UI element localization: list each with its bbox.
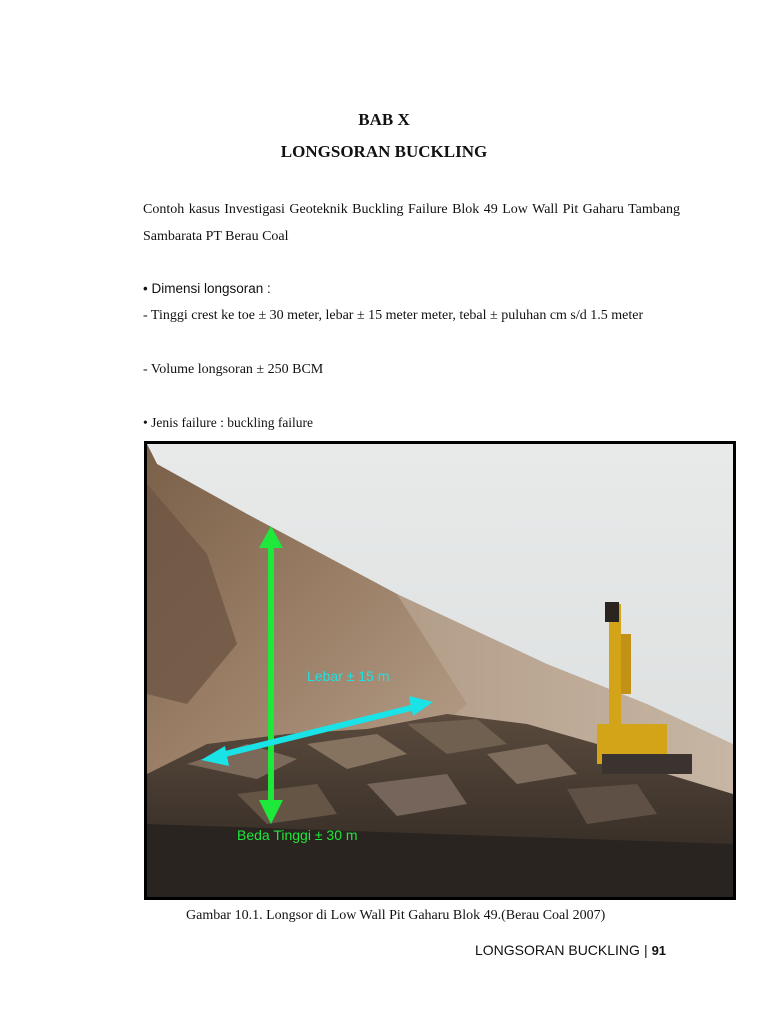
figure-caption: Gambar 10.1. Longsor di Low Wall Pit Gaharu Blok 49.(Berau Coal 2007) xyxy=(186,908,606,923)
width-label: Lebar ± 15 m xyxy=(307,668,390,684)
footer-separator: | xyxy=(643,942,648,958)
page-footer xyxy=(475,942,666,958)
page-number: 91 xyxy=(651,943,667,958)
dimension-line: - Tinggi crest ke toe ± 30 meter, lebar ± 15 meter meter, tebal ± puluhan cm s/d 1.5 meter xyxy=(143,308,644,323)
intro-paragraph: Contoh kasus Investigasi Geoteknik Buckling Failure Blok 49 Low Wall Pit Gaharu Tambang Sambarata PT Berau Coal xyxy=(143,202,680,244)
bullet-failure-type: • Jenis failure : buckling failure xyxy=(143,415,314,430)
height-label: Beda Tinggi ± 30 m xyxy=(237,827,358,843)
landslide-photo xyxy=(144,441,736,900)
bullet-dimension-heading: • Dimensi longsoran : xyxy=(143,281,271,296)
footer-running-title: LONGSORAN BUCKLING xyxy=(475,942,640,958)
chapter-title: LONGSORAN BUCKLING xyxy=(280,142,488,161)
chapter-number: BAB X xyxy=(358,110,410,129)
volume-line: - Volume longsoran ± 250 BCM xyxy=(143,362,324,377)
